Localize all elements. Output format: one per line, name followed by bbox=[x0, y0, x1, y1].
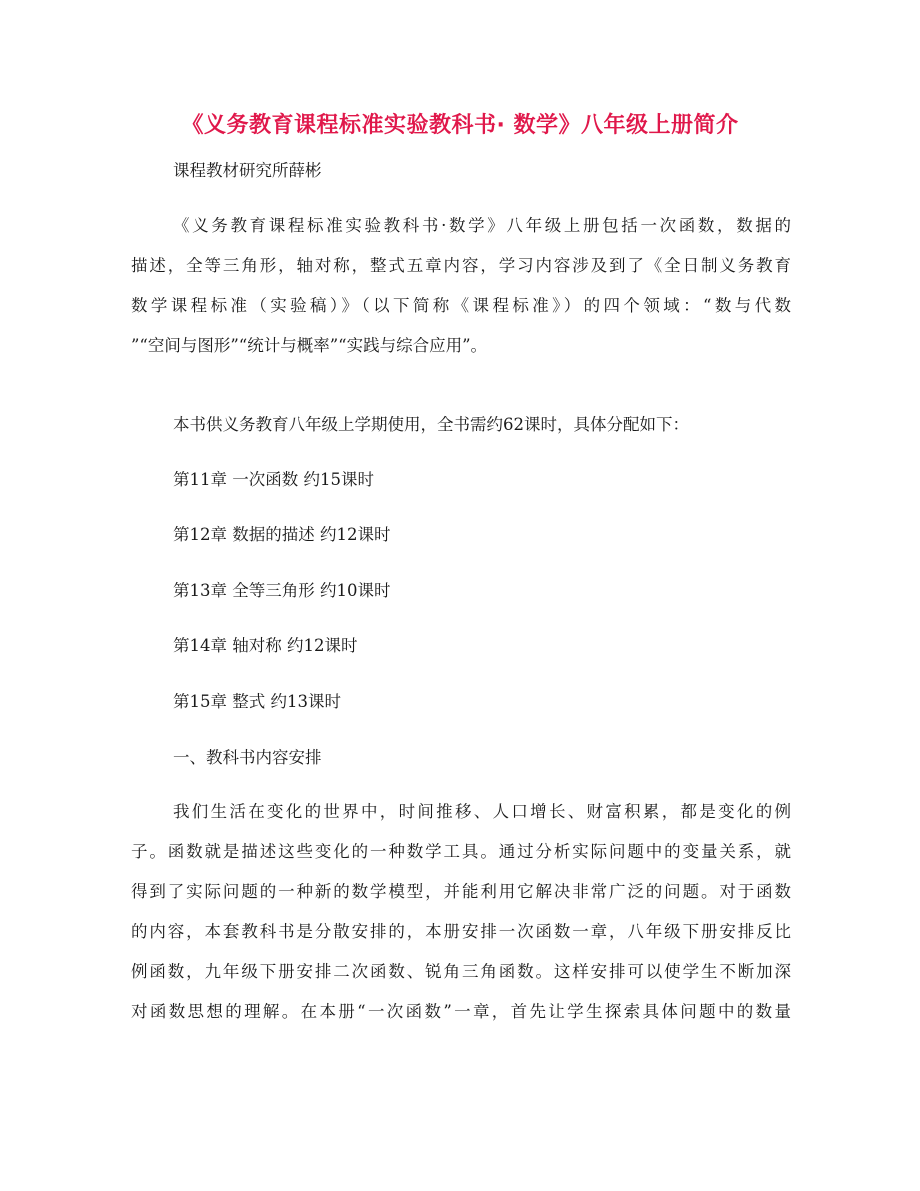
intro-line-1: 《义务教育课程标准实验教科书·数学》八年级上册包括一次函数，数据的 bbox=[173, 216, 791, 235]
chapter-15: 第15章 整式 约13课时 bbox=[173, 692, 341, 711]
intro-line-4: ”“空间与图形”“统计与概率”“实践与综合应用”。 bbox=[131, 336, 488, 355]
document-title: 《义务教育课程标准实验教科书· 数学》八年级上册简介 bbox=[181, 113, 739, 138]
body-line-6: 对函数思想的理解。在本册“一次函数”一章，首先让学生探索具体问题中的数量 bbox=[131, 1002, 791, 1021]
chapter-13: 第13章 全等三角形 约10课时 bbox=[173, 581, 391, 600]
chapter-11: 第11章 一次函数 约15课时 bbox=[173, 470, 374, 489]
chapter-12: 第12章 数据的描述 约12课时 bbox=[173, 525, 391, 544]
body-line-1: 我们生活在变化的世界中，时间推移、人口增长、财富积累，都是变化的例 bbox=[173, 802, 791, 821]
chapter-14: 第14章 轴对称 约12课时 bbox=[173, 636, 358, 655]
body-line-4: 的内容，本套教科书是分散安排的，本册安排一次函数一章，八年级下册安排反比 bbox=[131, 922, 791, 941]
body-line-3: 得到了实际问题的一种新的数学模型，并能利用它解决非常广泛的问题。对于函数 bbox=[131, 882, 791, 901]
author-line: 课程教材研究所薛彬 bbox=[173, 161, 322, 180]
intro-paragraph bbox=[131, 215, 791, 375]
intro-line-2: 描述，全等三角形，轴对称，整式五章内容，学习内容涉及到了《全日制义务教育 bbox=[131, 256, 791, 275]
intro-line-3: 数学课程标准（实验稿）》（以下简称《课程标准》）的四个领域：“数与代数 bbox=[131, 296, 791, 315]
body-line-5: 例函数，九年级下册安排二次函数、锐角三角函数。这样安排可以使学生不断加深 bbox=[131, 962, 791, 981]
usage-line: 本书供义务教育八年级上学期使用，全书需约62课时，具体分配如下： bbox=[173, 415, 689, 434]
section-heading: 一、教科书内容安排 bbox=[173, 748, 322, 767]
body-paragraph bbox=[131, 801, 791, 1041]
body-line-2: 子。函数就是描述这些变化的一种数学工具。通过分析实际问题中的变量关系，就 bbox=[131, 842, 791, 861]
